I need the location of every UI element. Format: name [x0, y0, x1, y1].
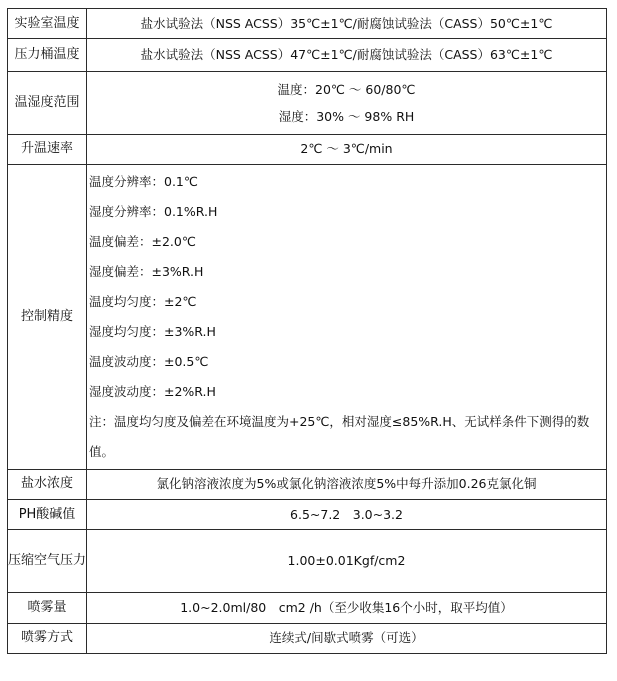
- row-value: 6.5~7.2 3.0~3.2: [87, 500, 607, 530]
- value-line: 温度均匀度：±2℃: [89, 293, 197, 309]
- table-row: [8, 469, 607, 499]
- table-row: [8, 593, 607, 623]
- row-value: [87, 71, 607, 134]
- table-row: [8, 164, 607, 469]
- table-row: [8, 134, 607, 164]
- row-value: 1.0~2.0ml/80 cm2 /h（至少收集16个小时，取平均值）: [87, 593, 607, 623]
- row-label: 升温速率: [8, 134, 87, 164]
- row-label: 压力桶温度: [8, 39, 87, 71]
- table-row: [8, 500, 607, 530]
- table-row: [8, 9, 607, 39]
- row-label: 实验室温度: [8, 9, 87, 39]
- row-label: 喷雾量: [8, 593, 87, 623]
- value-line: 湿度偏差：±3%R.H: [89, 263, 204, 279]
- value-line: 湿度均匀度：±3%R.H: [89, 323, 216, 339]
- table-row: [8, 39, 607, 71]
- note-text: 注：温度均匀度及偏差在环境温度为+25℃，相对湿度≤85%R.H、无试样条件下测得的数值。: [89, 413, 590, 459]
- row-value: [87, 164, 607, 469]
- value-line: 温度偏差：±2.0℃: [89, 233, 196, 249]
- value-line: 温度波动度：±0.5℃: [89, 353, 209, 369]
- row-label: 控制精度: [8, 164, 87, 469]
- table-row: [8, 530, 607, 593]
- spec-table: [7, 8, 607, 654]
- table-row: [8, 71, 607, 134]
- row-value: 盐水试验法（NSS ACSS）47℃±1℃/耐腐蚀试验法（CASS）63℃±1℃: [87, 39, 607, 71]
- row-value: 1.00±0.01Kgf/cm2: [87, 530, 607, 593]
- row-value: 氯化钠溶液浓度为5%或氯化钠溶液浓度5%中每升添加0.26克氯化铜: [87, 469, 607, 499]
- table-row: [8, 623, 607, 653]
- row-label: 喷雾方式: [8, 623, 87, 653]
- row-label: 盐水浓度: [8, 469, 87, 499]
- row-value: 盐水试验法（NSS ACSS）35℃±1℃/耐腐蚀试验法（CASS）50℃±1℃: [87, 9, 607, 39]
- row-label: 压缩空气压力: [8, 530, 87, 593]
- value-line: 湿度：30% ～ 98% RH: [278, 108, 415, 124]
- row-value: 连续式/间歇式喷雾（可选）: [87, 623, 607, 653]
- row-label: PH酸碱值: [8, 500, 87, 530]
- value-line: 温度：20℃ ～ 60/80℃: [277, 81, 416, 97]
- value-line: 湿度分辨率：0.1%R.H: [89, 203, 218, 219]
- row-value: 2℃ ～ 3℃/min: [87, 134, 607, 164]
- value-line: 湿度波动度：±2%R.H: [89, 383, 216, 399]
- row-label: 温湿度范围: [8, 71, 87, 134]
- value-line: 温度分辨率：0.1℃: [89, 173, 198, 189]
